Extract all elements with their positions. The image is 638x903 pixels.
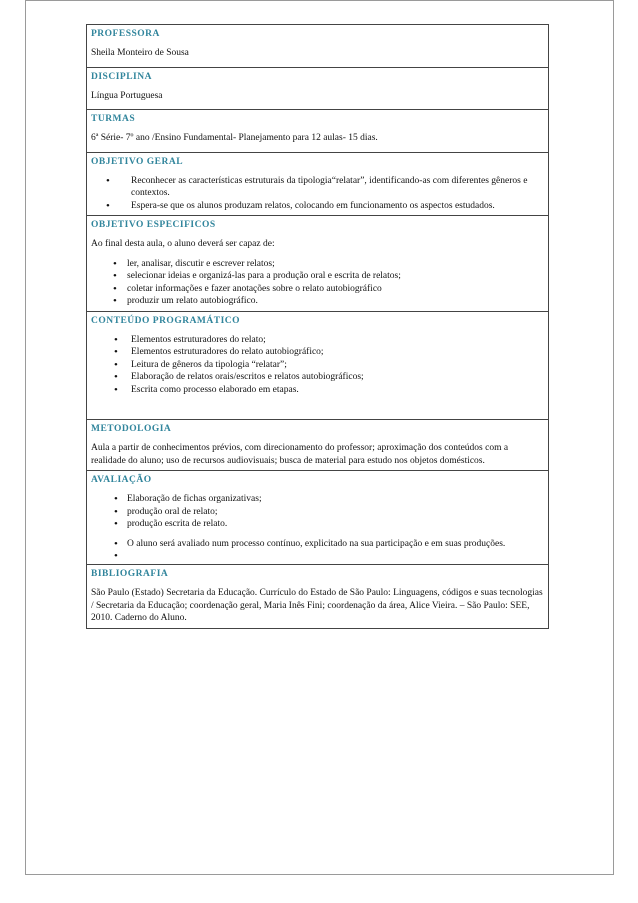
section-disciplina	[87, 68, 548, 111]
section-heading: TURMAS	[91, 114, 136, 124]
lesson-plan-table	[86, 24, 549, 629]
list-item: • selecionar ideias e organizá-las para a produção oral e escrita de relatos;	[91, 270, 544, 283]
list-item: • Escrita como processo elaborado em etapas.	[91, 384, 544, 397]
list-item: • Elementos estruturadores do relato;	[91, 334, 544, 347]
section-objetivo-geral	[87, 153, 548, 217]
bullet-list	[91, 258, 544, 308]
methodology-text: Aula a partir de conhecimentos prévios, com direcionamento do professor; aproximação dos conteúdos com a realidade do aluno; uso de recursos audiovisuais; busca de material para estudo nos objetos domésticos.	[91, 443, 509, 466]
section-avaliacao	[87, 471, 548, 565]
teacher-name: Sheila Monteiro de Sousa	[91, 48, 189, 58]
bullet-list	[91, 538, 544, 562]
section-heading: METODOLOGIA	[91, 424, 172, 434]
intro-text: Ao final desta aula, o aluno deverá ser capaz de:	[91, 239, 275, 249]
list-item: • Leitura de gêneros da tipologia “relatar”;	[91, 359, 544, 372]
section-heading: DISCIPLINA	[91, 71, 152, 82]
section-metodologia	[87, 420, 548, 471]
section-bibliografia	[87, 565, 548, 628]
section-heading: AVALIAÇÃO	[91, 475, 152, 485]
list-item	[91, 550, 544, 561]
bullet-list	[91, 334, 544, 397]
list-item: • coletar informações e fazer anotações sobre o relato autobiográfico	[91, 283, 544, 296]
section-professora	[87, 25, 548, 68]
list-item: • ler, analisar, discutir e escrever relatos;	[91, 258, 544, 271]
list-item: • Elaboração de fichas organizativas;	[91, 493, 544, 506]
bullet-list	[91, 175, 544, 213]
section-turmas	[87, 110, 548, 153]
section-conteudo	[87, 312, 548, 421]
section-heading: OBJETIVO GERAL	[91, 156, 184, 167]
classes-text: 6ª Série- 7º ano /Ensino Fundamental- Planejamento para 12 aulas- 15 dias.	[91, 133, 378, 143]
list-item: • produção oral de relato;	[91, 506, 544, 519]
list-item: • Elaboração de relatos orais/escritos e relatos autobiográficos;	[91, 371, 544, 384]
bibliography-text: São Paulo (Estado) Secretaria da Educação. Currículo do Estado de São Paulo: Linguagens, códigos e suas tecnologias / Secretaria da Educação; coordenação geral, Maria Inês Fini; coordenação da área, Alice Vieira. – São Paulo: SEE, 2010. Caderno do Aluno.	[91, 588, 543, 623]
section-heading: CONTEÚDO PROGRAMÁTICO	[91, 315, 241, 326]
list-item: • O aluno será avaliado num processo contínuo, explicitado na sua participação e em suas produções.	[91, 538, 544, 551]
list-item: • Elementos estruturadores do relato autobiográfico;	[91, 346, 544, 359]
section-heading: OBJETIVO ESPECIFICOS	[91, 220, 216, 230]
bullet-list	[91, 493, 544, 531]
list-item: • Reconhecer as características estruturais da tipologia“relatar”, identificando-as com diferentes gêneros e contextos.	[91, 175, 544, 200]
list-item: • produzir um relato autobiográfico.	[91, 295, 544, 308]
subject-name: Língua Portuguesa	[91, 90, 163, 101]
section-objetivo-especificos	[87, 216, 548, 312]
list-item: • produção escrita de relato.	[91, 518, 544, 531]
section-heading: PROFESSORA	[91, 29, 160, 39]
list-item: • Espera-se que os alunos produzam relatos, colocando em funcionamento os aspectos estudados.	[91, 200, 544, 213]
section-heading: BIBLIOGRAFIA	[91, 569, 169, 579]
